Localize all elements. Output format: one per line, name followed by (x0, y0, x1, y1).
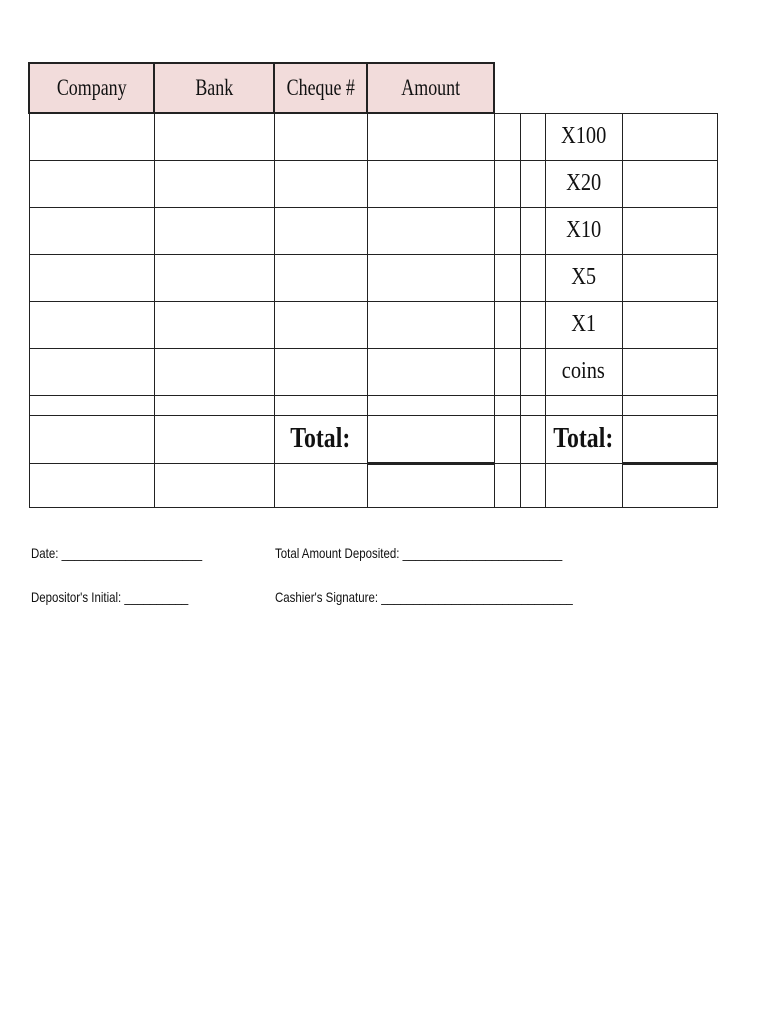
spacer-cell (520, 348, 545, 395)
amount-cell[interactable] (622, 463, 717, 507)
table-row (29, 160, 717, 207)
spacer-cell (494, 301, 520, 348)
denomination-x10: X10 (545, 207, 622, 254)
bank-cell[interactable] (154, 254, 274, 301)
date-field[interactable]: Date: ______________________ (31, 545, 203, 561)
cheque-number-cell[interactable] (274, 160, 367, 207)
cash-total-field[interactable] (622, 415, 717, 463)
company-cell (29, 415, 154, 463)
spacer-row (29, 395, 717, 415)
bank-cell[interactable] (154, 113, 274, 160)
spacer-cell (274, 395, 367, 415)
header-spacer (494, 63, 717, 113)
header-bank: Bank (154, 63, 274, 113)
cheque-total-field[interactable] (367, 415, 494, 463)
denomination-x5: X5 (545, 254, 622, 301)
spacer-cell (494, 254, 520, 301)
totals-row (29, 415, 717, 463)
table-row (29, 348, 717, 395)
amount-cell[interactable] (367, 113, 494, 160)
company-cell[interactable] (29, 301, 154, 348)
cheque-number-cell[interactable] (274, 207, 367, 254)
bank-cell[interactable] (154, 348, 274, 395)
header-company: Company (29, 63, 154, 113)
company-cell[interactable] (29, 348, 154, 395)
company-cell[interactable] (29, 113, 154, 160)
bank-cell[interactable] (154, 463, 274, 507)
deposit-ledger-table (28, 62, 718, 508)
denomination-x10-amount-cell[interactable] (622, 207, 717, 254)
spacer-cell (494, 113, 520, 160)
spacer-cell (494, 160, 520, 207)
company-cell[interactable] (29, 254, 154, 301)
cash-total-label: Total: (545, 415, 622, 463)
spacer-cell (545, 395, 622, 415)
depositors-initial-field[interactable]: Depositor's Initial: __________ (31, 589, 189, 605)
denomination-coins-amount-cell[interactable] (622, 348, 717, 395)
cheque-number-cell[interactable] (274, 254, 367, 301)
table-row (29, 254, 717, 301)
header-row (29, 63, 717, 113)
spacer-cell (494, 348, 520, 395)
company-cell[interactable] (29, 463, 154, 507)
cheque-number-cell[interactable] (274, 113, 367, 160)
spacer-cell (520, 254, 545, 301)
spacer-cell (494, 207, 520, 254)
denomination-x1-amount-cell[interactable] (622, 301, 717, 348)
cheque-total-label: Total: (274, 415, 367, 463)
denomination-x20: X20 (545, 160, 622, 207)
amount-cell[interactable] (367, 348, 494, 395)
spacer-cell (520, 160, 545, 207)
denomination-cell (545, 463, 622, 507)
amount-cell[interactable] (367, 301, 494, 348)
bank-cell (154, 415, 274, 463)
company-cell[interactable] (29, 160, 154, 207)
denomination-x100-amount-cell[interactable] (622, 113, 717, 160)
denomination-x100: X100 (545, 113, 622, 160)
amount-cell[interactable] (367, 160, 494, 207)
cheque-number-cell[interactable] (274, 463, 367, 507)
bank-cell[interactable] (154, 207, 274, 254)
cheque-number-cell[interactable] (274, 348, 367, 395)
amount-cell[interactable] (367, 207, 494, 254)
denomination-x5-amount-cell[interactable] (622, 254, 717, 301)
spacer-cell (520, 301, 545, 348)
spacer-cell (520, 463, 545, 507)
amount-cell[interactable] (367, 254, 494, 301)
table-row (29, 207, 717, 254)
spacer-cell (520, 415, 545, 463)
total-amount-deposited-field[interactable]: Total Amount Deposited: _________________________ (275, 545, 563, 561)
table-row (29, 301, 717, 348)
header-cheque-number: Cheque # (274, 63, 367, 113)
company-cell[interactable] (29, 207, 154, 254)
spacer-cell (520, 207, 545, 254)
denomination-coins: coins (545, 348, 622, 395)
spacer-cell (29, 395, 154, 415)
header-amount: Amount (367, 63, 494, 113)
cheque-number-cell[interactable] (274, 301, 367, 348)
spacer-cell (622, 395, 717, 415)
spacer-cell (494, 395, 520, 415)
table-row (29, 113, 717, 160)
spacer-cell (154, 395, 274, 415)
amount-cell[interactable] (367, 463, 494, 507)
table-row (29, 463, 717, 507)
spacer-cell (367, 395, 494, 415)
spacer-cell (520, 113, 545, 160)
spacer-cell (494, 463, 520, 507)
denomination-x20-amount-cell[interactable] (622, 160, 717, 207)
bank-cell[interactable] (154, 160, 274, 207)
cashiers-signature-field[interactable]: Cashier's Signature: ______________________________ (275, 589, 573, 605)
bank-cell[interactable] (154, 301, 274, 348)
spacer-cell (494, 415, 520, 463)
spacer-cell (520, 395, 545, 415)
denomination-x1: X1 (545, 301, 622, 348)
